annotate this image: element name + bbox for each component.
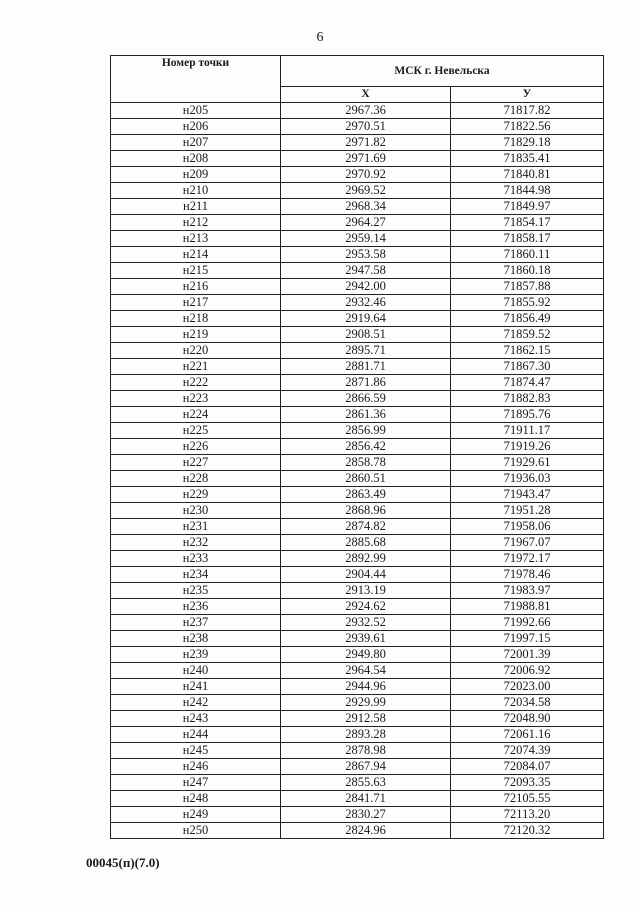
table-row bbox=[111, 423, 604, 439]
table-row bbox=[111, 311, 604, 327]
table-row bbox=[111, 199, 604, 215]
y-coordinate-cell: 71951.28 bbox=[451, 503, 604, 519]
table-row bbox=[111, 103, 604, 119]
y-coordinate-cell: 71862.15 bbox=[451, 343, 604, 359]
point-number-cell: н222 bbox=[111, 375, 281, 391]
x-coordinate-cell: 2964.54 bbox=[281, 663, 451, 679]
y-coordinate-cell: 71822.56 bbox=[451, 119, 604, 135]
table-row bbox=[111, 215, 604, 231]
x-coordinate-cell: 2841.71 bbox=[281, 791, 451, 807]
x-coordinate-cell: 2893.28 bbox=[281, 727, 451, 743]
table-row bbox=[111, 359, 604, 375]
table-row bbox=[111, 183, 604, 199]
header-coordinate-system: МСК г. Невельска bbox=[281, 56, 604, 87]
x-coordinate-cell: 2861.36 bbox=[281, 407, 451, 423]
table-row bbox=[111, 135, 604, 151]
y-coordinate-cell: 71857.88 bbox=[451, 279, 604, 295]
table-row bbox=[111, 663, 604, 679]
x-coordinate-cell: 2919.64 bbox=[281, 311, 451, 327]
x-coordinate-cell: 2932.52 bbox=[281, 615, 451, 631]
table-row bbox=[111, 343, 604, 359]
table-row bbox=[111, 583, 604, 599]
x-coordinate-cell: 2892.99 bbox=[281, 551, 451, 567]
y-coordinate-cell: 71911.17 bbox=[451, 423, 604, 439]
point-number-cell: н226 bbox=[111, 439, 281, 455]
x-coordinate-cell: 2830.27 bbox=[281, 807, 451, 823]
y-coordinate-cell: 72113.20 bbox=[451, 807, 604, 823]
y-coordinate-cell: 71936.03 bbox=[451, 471, 604, 487]
x-coordinate-cell: 2824.96 bbox=[281, 823, 451, 839]
table-row bbox=[111, 519, 604, 535]
point-number-cell: н210 bbox=[111, 183, 281, 199]
document-code: 00045(п)(7.0) bbox=[86, 855, 160, 870]
table-row bbox=[111, 279, 604, 295]
point-number-cell: н241 bbox=[111, 679, 281, 695]
table-row bbox=[111, 503, 604, 519]
table-row bbox=[111, 599, 604, 615]
y-coordinate-cell: 72006.92 bbox=[451, 663, 604, 679]
x-coordinate-cell: 2885.68 bbox=[281, 535, 451, 551]
point-number-cell: н239 bbox=[111, 647, 281, 663]
y-coordinate-cell: 71858.17 bbox=[451, 231, 604, 247]
y-coordinate-cell: 71988.81 bbox=[451, 599, 604, 615]
x-coordinate-cell: 2970.51 bbox=[281, 119, 451, 135]
x-coordinate-cell: 2944.96 bbox=[281, 679, 451, 695]
table-row bbox=[111, 295, 604, 311]
y-coordinate-cell: 71882.83 bbox=[451, 391, 604, 407]
y-coordinate-cell: 72001.39 bbox=[451, 647, 604, 663]
x-coordinate-cell: 2968.34 bbox=[281, 199, 451, 215]
point-number-cell: н228 bbox=[111, 471, 281, 487]
table-row bbox=[111, 151, 604, 167]
y-coordinate-cell: 72034.58 bbox=[451, 695, 604, 711]
point-number-cell: н212 bbox=[111, 215, 281, 231]
x-coordinate-cell: 2971.82 bbox=[281, 135, 451, 151]
y-coordinate-cell: 71997.15 bbox=[451, 631, 604, 647]
point-number-cell: н247 bbox=[111, 775, 281, 791]
y-coordinate-cell: 71844.98 bbox=[451, 183, 604, 199]
table-row bbox=[111, 743, 604, 759]
y-coordinate-cell: 71943.47 bbox=[451, 487, 604, 503]
x-coordinate-cell: 2971.69 bbox=[281, 151, 451, 167]
table-row bbox=[111, 791, 604, 807]
x-coordinate-cell: 2871.86 bbox=[281, 375, 451, 391]
x-coordinate-cell: 2942.00 bbox=[281, 279, 451, 295]
point-number-cell: н225 bbox=[111, 423, 281, 439]
point-number-cell: н243 bbox=[111, 711, 281, 727]
point-number-cell: н206 bbox=[111, 119, 281, 135]
point-number-cell: н224 bbox=[111, 407, 281, 423]
y-coordinate-cell: 71874.47 bbox=[451, 375, 604, 391]
table-row bbox=[111, 167, 604, 183]
point-number-cell: н232 bbox=[111, 535, 281, 551]
page-number: 6 bbox=[316, 30, 324, 45]
y-coordinate-cell: 71958.06 bbox=[451, 519, 604, 535]
table-row bbox=[111, 535, 604, 551]
table-row bbox=[111, 471, 604, 487]
x-coordinate-cell: 2867.94 bbox=[281, 759, 451, 775]
y-coordinate-cell: 71929.61 bbox=[451, 455, 604, 471]
x-coordinate-cell: 2855.63 bbox=[281, 775, 451, 791]
x-coordinate-cell: 2939.61 bbox=[281, 631, 451, 647]
point-number-cell: н223 bbox=[111, 391, 281, 407]
y-coordinate-cell: 71856.49 bbox=[451, 311, 604, 327]
x-coordinate-cell: 2874.82 bbox=[281, 519, 451, 535]
point-number-cell: н237 bbox=[111, 615, 281, 631]
y-coordinate-cell: 72074.39 bbox=[451, 743, 604, 759]
point-number-cell: н233 bbox=[111, 551, 281, 567]
point-number-cell: н220 bbox=[111, 343, 281, 359]
y-coordinate-cell: 71859.52 bbox=[451, 327, 604, 343]
x-coordinate-cell: 2904.44 bbox=[281, 567, 451, 583]
point-number-cell: н229 bbox=[111, 487, 281, 503]
point-number-cell: н208 bbox=[111, 151, 281, 167]
y-coordinate-cell: 72120.32 bbox=[451, 823, 604, 839]
x-coordinate-cell: 2947.58 bbox=[281, 263, 451, 279]
y-coordinate-cell: 71983.97 bbox=[451, 583, 604, 599]
table-row bbox=[111, 775, 604, 791]
point-number-cell: н238 bbox=[111, 631, 281, 647]
point-number-cell: н221 bbox=[111, 359, 281, 375]
table-row bbox=[111, 711, 604, 727]
y-coordinate-cell: 71919.26 bbox=[451, 439, 604, 455]
table-row bbox=[111, 231, 604, 247]
point-number-cell: н227 bbox=[111, 455, 281, 471]
table-row bbox=[111, 807, 604, 823]
x-coordinate-cell: 2866.59 bbox=[281, 391, 451, 407]
table-row bbox=[111, 407, 604, 423]
y-coordinate-cell: 71855.92 bbox=[451, 295, 604, 311]
point-number-cell: н236 bbox=[111, 599, 281, 615]
point-number-cell: н246 bbox=[111, 759, 281, 775]
table-row bbox=[111, 759, 604, 775]
y-coordinate-cell: 71835.41 bbox=[451, 151, 604, 167]
y-coordinate-cell: 71840.81 bbox=[451, 167, 604, 183]
header-point-number: Номер точки bbox=[111, 56, 281, 103]
table-row bbox=[111, 455, 604, 471]
x-coordinate-cell: 2858.78 bbox=[281, 455, 451, 471]
x-coordinate-cell: 2924.62 bbox=[281, 599, 451, 615]
x-coordinate-cell: 2856.42 bbox=[281, 439, 451, 455]
point-number-cell: н250 bbox=[111, 823, 281, 839]
y-coordinate-cell: 71854.17 bbox=[451, 215, 604, 231]
y-coordinate-cell: 71860.18 bbox=[451, 263, 604, 279]
table-row bbox=[111, 551, 604, 567]
x-coordinate-cell: 2967.36 bbox=[281, 103, 451, 119]
x-coordinate-cell: 2969.52 bbox=[281, 183, 451, 199]
point-number-cell: н218 bbox=[111, 311, 281, 327]
x-coordinate-cell: 2964.27 bbox=[281, 215, 451, 231]
point-number-cell: н248 bbox=[111, 791, 281, 807]
x-coordinate-cell: 2932.46 bbox=[281, 295, 451, 311]
x-coordinate-cell: 2868.96 bbox=[281, 503, 451, 519]
table-row bbox=[111, 439, 604, 455]
y-coordinate-cell: 72084.07 bbox=[451, 759, 604, 775]
x-coordinate-cell: 2929.99 bbox=[281, 695, 451, 711]
y-coordinate-cell: 71972.17 bbox=[451, 551, 604, 567]
y-coordinate-cell: 71992.66 bbox=[451, 615, 604, 631]
table-row bbox=[111, 247, 604, 263]
table-row bbox=[111, 119, 604, 135]
y-coordinate-cell: 71829.18 bbox=[451, 135, 604, 151]
table-row bbox=[111, 727, 604, 743]
point-number-cell: н213 bbox=[111, 231, 281, 247]
table-row bbox=[111, 615, 604, 631]
y-coordinate-cell: 72023.00 bbox=[451, 679, 604, 695]
point-number-cell: н249 bbox=[111, 807, 281, 823]
table-row bbox=[111, 647, 604, 663]
point-number-cell: н216 bbox=[111, 279, 281, 295]
header-x: Х bbox=[281, 87, 451, 103]
table-row bbox=[111, 375, 604, 391]
point-number-cell: н215 bbox=[111, 263, 281, 279]
y-coordinate-cell: 71895.76 bbox=[451, 407, 604, 423]
x-coordinate-cell: 2863.49 bbox=[281, 487, 451, 503]
x-coordinate-cell: 2878.98 bbox=[281, 743, 451, 759]
table-row bbox=[111, 263, 604, 279]
y-coordinate-cell: 71860.11 bbox=[451, 247, 604, 263]
x-coordinate-cell: 2860.51 bbox=[281, 471, 451, 487]
table-body bbox=[111, 103, 604, 839]
table-row bbox=[111, 327, 604, 343]
coordinates-table bbox=[110, 55, 604, 839]
x-coordinate-cell: 2970.92 bbox=[281, 167, 451, 183]
x-coordinate-cell: 2908.51 bbox=[281, 327, 451, 343]
point-number-cell: н205 bbox=[111, 103, 281, 119]
y-coordinate-cell: 72061.16 bbox=[451, 727, 604, 743]
point-number-cell: н231 bbox=[111, 519, 281, 535]
point-number-cell: н219 bbox=[111, 327, 281, 343]
point-number-cell: н234 bbox=[111, 567, 281, 583]
x-coordinate-cell: 2913.19 bbox=[281, 583, 451, 599]
y-coordinate-cell: 72093.35 bbox=[451, 775, 604, 791]
y-coordinate-cell: 71867.30 bbox=[451, 359, 604, 375]
y-coordinate-cell: 71978.46 bbox=[451, 567, 604, 583]
y-coordinate-cell: 71817.82 bbox=[451, 103, 604, 119]
x-coordinate-cell: 2959.14 bbox=[281, 231, 451, 247]
y-coordinate-cell: 72048.90 bbox=[451, 711, 604, 727]
point-number-cell: н235 bbox=[111, 583, 281, 599]
x-coordinate-cell: 2953.58 bbox=[281, 247, 451, 263]
table-row bbox=[111, 391, 604, 407]
point-number-cell: н209 bbox=[111, 167, 281, 183]
point-number-cell: н214 bbox=[111, 247, 281, 263]
point-number-cell: н244 bbox=[111, 727, 281, 743]
x-coordinate-cell: 2881.71 bbox=[281, 359, 451, 375]
point-number-cell: н240 bbox=[111, 663, 281, 679]
point-number-cell: н230 bbox=[111, 503, 281, 519]
table-row bbox=[111, 679, 604, 695]
table-row bbox=[111, 487, 604, 503]
x-coordinate-cell: 2949.80 bbox=[281, 647, 451, 663]
table-row bbox=[111, 695, 604, 711]
header-y: У bbox=[451, 87, 604, 103]
y-coordinate-cell: 71849.97 bbox=[451, 199, 604, 215]
x-coordinate-cell: 2895.71 bbox=[281, 343, 451, 359]
y-coordinate-cell: 72105.55 bbox=[451, 791, 604, 807]
x-coordinate-cell: 2856.99 bbox=[281, 423, 451, 439]
point-number-cell: н245 bbox=[111, 743, 281, 759]
point-number-cell: н207 bbox=[111, 135, 281, 151]
table-row bbox=[111, 631, 604, 647]
table-row bbox=[111, 567, 604, 583]
point-number-cell: н242 bbox=[111, 695, 281, 711]
table-row bbox=[111, 823, 604, 839]
y-coordinate-cell: 71967.07 bbox=[451, 535, 604, 551]
point-number-cell: н217 bbox=[111, 295, 281, 311]
point-number-cell: н211 bbox=[111, 199, 281, 215]
x-coordinate-cell: 2912.58 bbox=[281, 711, 451, 727]
